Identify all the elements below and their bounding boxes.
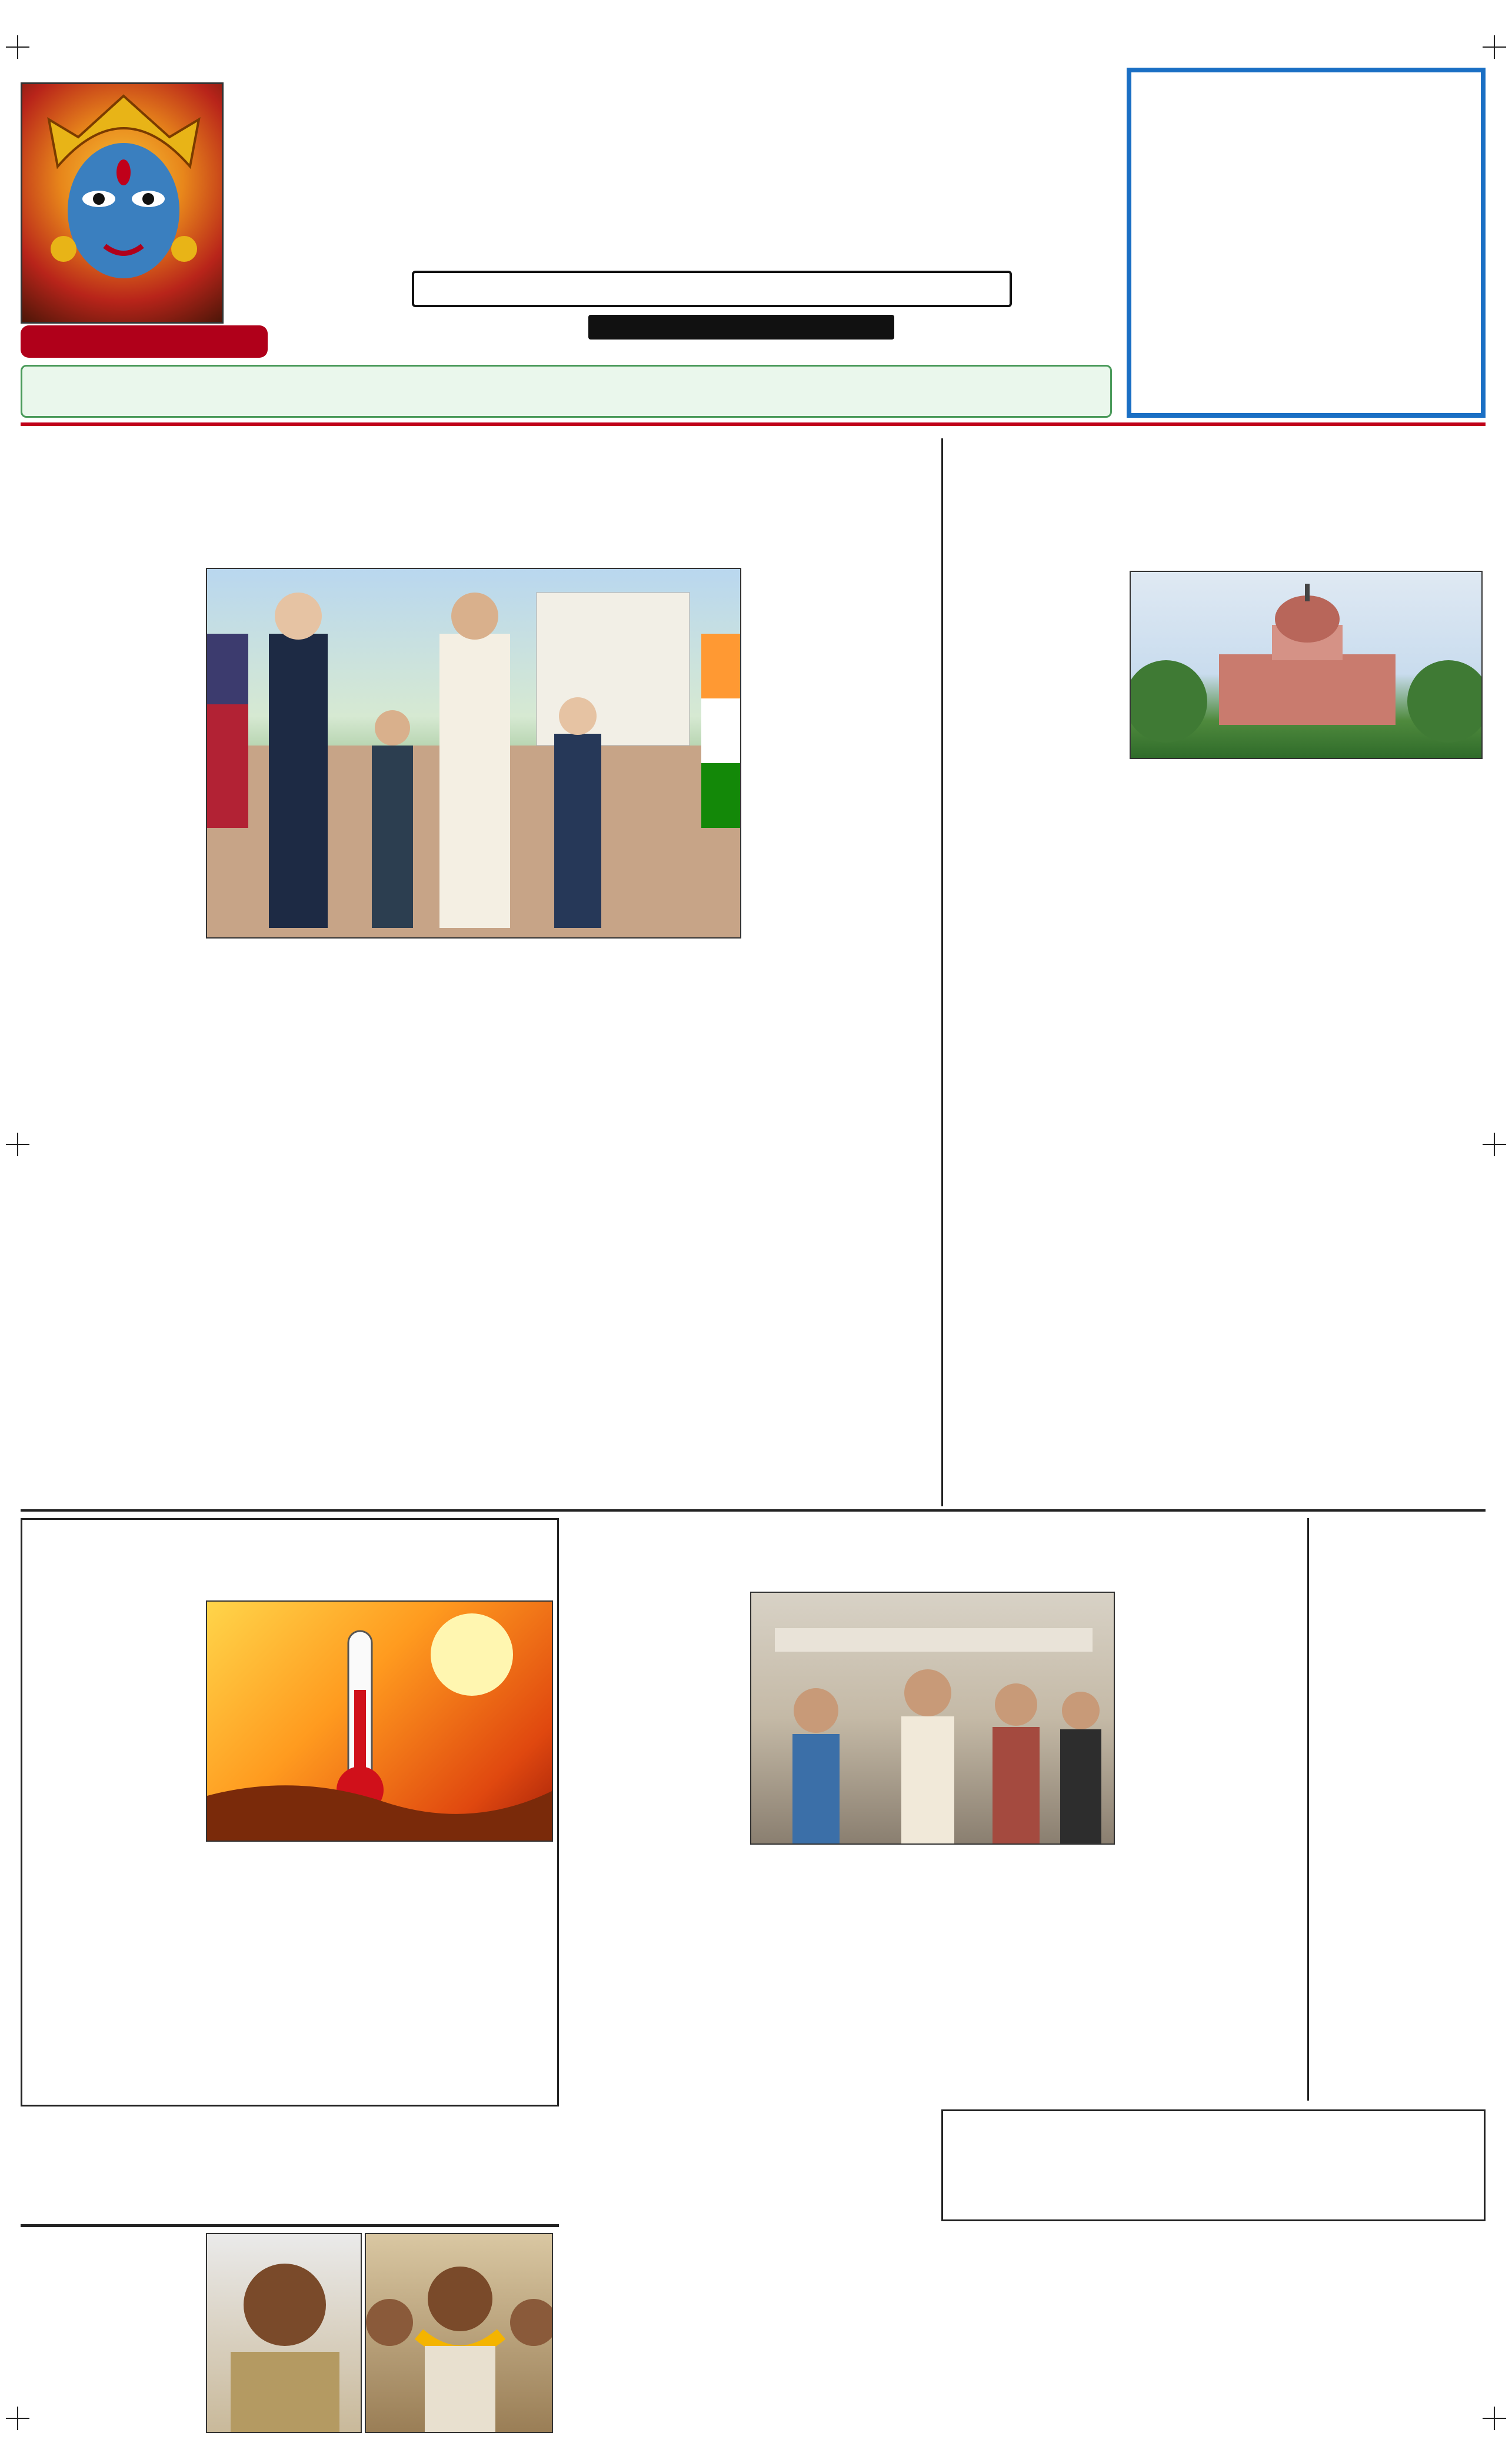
gujarat-body [565,2230,930,2442]
info-line-2 [29,391,1106,415]
sambalpur-body-col4 [1121,1589,1303,2071]
collegium-body-col2 [1130,765,1306,1500]
ad-website[interactable] [1131,375,1481,405]
masthead-subtitle [414,273,1010,305]
gopal-das-photo [206,2233,362,2433]
registration-mark [6,35,29,59]
ad-line2 [1131,119,1481,148]
row-rule [21,1509,1486,1512]
vance-body-col3 [385,941,562,1500]
column-rule [1307,1518,1309,2101]
collegium-body-col3 [1309,765,1486,1500]
sambalpur-headline[interactable] [565,1518,1303,1583]
ad-line4 [1131,331,1481,364]
goddess-image [21,82,224,324]
toilet-body-col2 [1127,2230,1303,2418]
nabadas-body-col1 [26,2230,200,2442]
toilet-headline-frame [941,2109,1486,2221]
registration-mark [6,2407,29,2430]
masthead-rule [21,422,1486,426]
info-strip [21,365,1112,418]
goddess-face-icon [22,84,224,324]
heatwave-photo [206,1600,553,1842]
heat-headline[interactable] [26,1524,553,1589]
masthead-email[interactable] [541,341,965,367]
photo-placeholder-icon [207,569,741,939]
info-line-1 [29,368,1106,391]
vance-body-col4 [565,941,741,1500]
heatstroke-body [1315,1598,1486,2098]
gujarat-headline-1[interactable] [565,2106,924,2162]
heatstroke-headline-1[interactable] [1312,1521,1486,1556]
masthead-subtitle-frame [412,271,1012,307]
vance-modi-photo [206,568,741,939]
ad-line1 [1131,90,1481,118]
sambalpur-body-col2 [750,1851,930,2098]
nabadas-rule [21,2224,559,2227]
arrest-photo [365,2233,553,2433]
crowd-icon [366,2234,553,2433]
sambalpur-body-col3 [935,1851,1115,2098]
sagarika-ad[interactable] [1127,68,1486,418]
registration-mark [1483,35,1506,59]
masthead-tagline [306,56,835,91]
heat-body-col2 [206,1848,377,2101]
registration-mark [1483,1133,1506,1156]
cm-grievance-photo [750,1592,1115,1845]
column-rule [941,438,943,1506]
nabadas-headline-1[interactable] [24,2112,556,2165]
registration-mark [1483,2407,1506,2430]
vance-headline[interactable] [21,438,944,515]
supreme-court-icon [1131,572,1483,759]
toilet-body-col1 [944,2230,1121,2418]
sambalpur-body-col1 [568,1589,744,2095]
vance-body-col1 [21,565,203,1500]
supreme-court-photo [1130,571,1483,759]
vance-body-col5 [756,565,932,1500]
masthead-title [353,88,1118,277]
people-icon [751,1593,1115,1845]
gujarat-headline-2[interactable] [565,2162,924,2218]
ad-brand [1131,155,1481,290]
collegium-headline-2[interactable] [947,497,1486,556]
toilet-headline-1[interactable] [943,2114,1484,2167]
heat-body-col1 [29,1600,200,2101]
goddess-caption [21,325,268,358]
sun-icon [207,1602,553,1842]
toilet-headline-2[interactable] [943,2165,1484,2218]
nabadas-headline-2[interactable] [24,2165,556,2218]
collegium-headline-1[interactable] [947,438,1486,497]
person-icon [207,2234,362,2433]
toilet-body-col3 [1309,2230,1486,2418]
collegium-body-col1 [950,565,1127,1500]
heat-body-col3 [382,1848,553,2101]
masthead-website[interactable] [588,315,894,340]
heatstroke-headline-2[interactable] [1312,1556,1486,1592]
ad-line3 [1131,302,1481,331]
vance-body-col2 [206,941,382,1500]
